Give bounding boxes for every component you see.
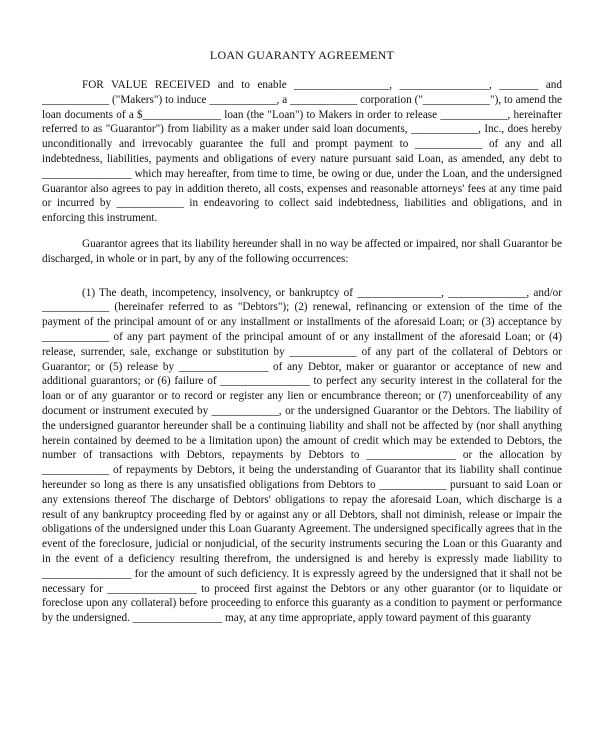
- paragraph-value-received: FOR VALUE RECEIVED and to enable _________________, ________________, _______ and ____________ ("Makers") to induce ____________, a ____________ corporation ("____________"), to amend the loan documents of a $______________ loan (the "Loan") to Makers in order to release ____________, hereinafter referred to as "Guarantor") from liability as a maker under said loan documents, ____________, Inc., does hereby unconditionally and irrevocably guarantee the full and prompt payment to ____________ of any and all indebtedness, liabilities, payments and obligations of every nature pursuant said Loan, as amended, any debt to ________________ which may hereafter, from time to time, be owing or due, under the Loan, and the undersigned Guarantor also agrees to pay in addition thereto, all costs, expenses and reasonable attorneys' fees at any time paid or incurred by ____________ in endeavoring to collect said indebtedness, liabilities and obligations, and in enforcing this instrument.: [42, 79, 562, 225]
- document-title: LOAN GUARANTY AGREEMENT: [209, 48, 395, 62]
- paragraph-guarantor-liability: Guarantor agrees that its liability hereunder shall in no way be affected or impaired, nor shall Guarantor be discharged, in whole or in part, by any of the following occurrences:: [42, 237, 562, 265]
- paragraph-occurrences: (1) The death, incompetency, insolvency, or bankruptcy of _______________, ______________, and/or ____________ (hereinafer referred to as "Debtors"); (2) renewal, refinancing or extension of the time of the payment of the principal amount of or any installment or installments of the aforesaid Loan; or (3) acceptance by ____________ of any part payment of the principal amount of or any installment of the aforesaid Loan; or (4) release, surrender, sale, exchange or substitution by ____________ of any part of the collateral of Debtors or Guarantor; or (5) release by ________________ of any Debtor, maker or guarantor or acceptance of new and additional guarantors; or (6) failure of ________________ to perfect any security interest in the collateral for the loan or of any guarantor or to record or register any lien or encumbrance thereon; or (7) unenforceability of any document or instrument executed by ____________, or the undersigned Guarantor or the Debtors. The liability of the undersigned guarantor hereunder shall be a continuing liability and shall not be affected by (nor shall anything herein contained by deemed to be a limitation upon) the amount of credit which may be extended to Debtors, the number of transactions with Debtors, repayments by Debtors to ________________ or the allocation by ____________ of repayments by Debtors, it being the understanding of Guarantor that its liability shall continue hereunder so long as there is any unsatisfied obligations from Debtors to ____________ pursuant to said Loan or any extensions thereof The discharge of Debtors' obligations to repay the aforesaid Loan, which discharge is a result of any bankruptcy proceeding fled by or against any or all Debtors, shall not diminish, release or impair the obligations of the undersigned under this Loan Guaranty Agreement. The undersigned specifically agrees that in the event of the foreclosure, judicial or nonjudicial, of the security instruments securing the Loan or this Guaranty and in the event of a deficiency resulting therefrom, the undersigned is and hereby is expressly made liability to ________________ for the amount of such deficiency. It is expressly agreed by the undersigned that it shall not be necessary for ________________ to proceed first against the Debtors or any other guarantor (or to liquidate or foreclose upon any collateral) before proceeding to enforce this guaranty as a condition to payment or performance by the undersigned. ________________ may, at any time appropriate, apply toward payment of this guaranty: [42, 286, 562, 625]
